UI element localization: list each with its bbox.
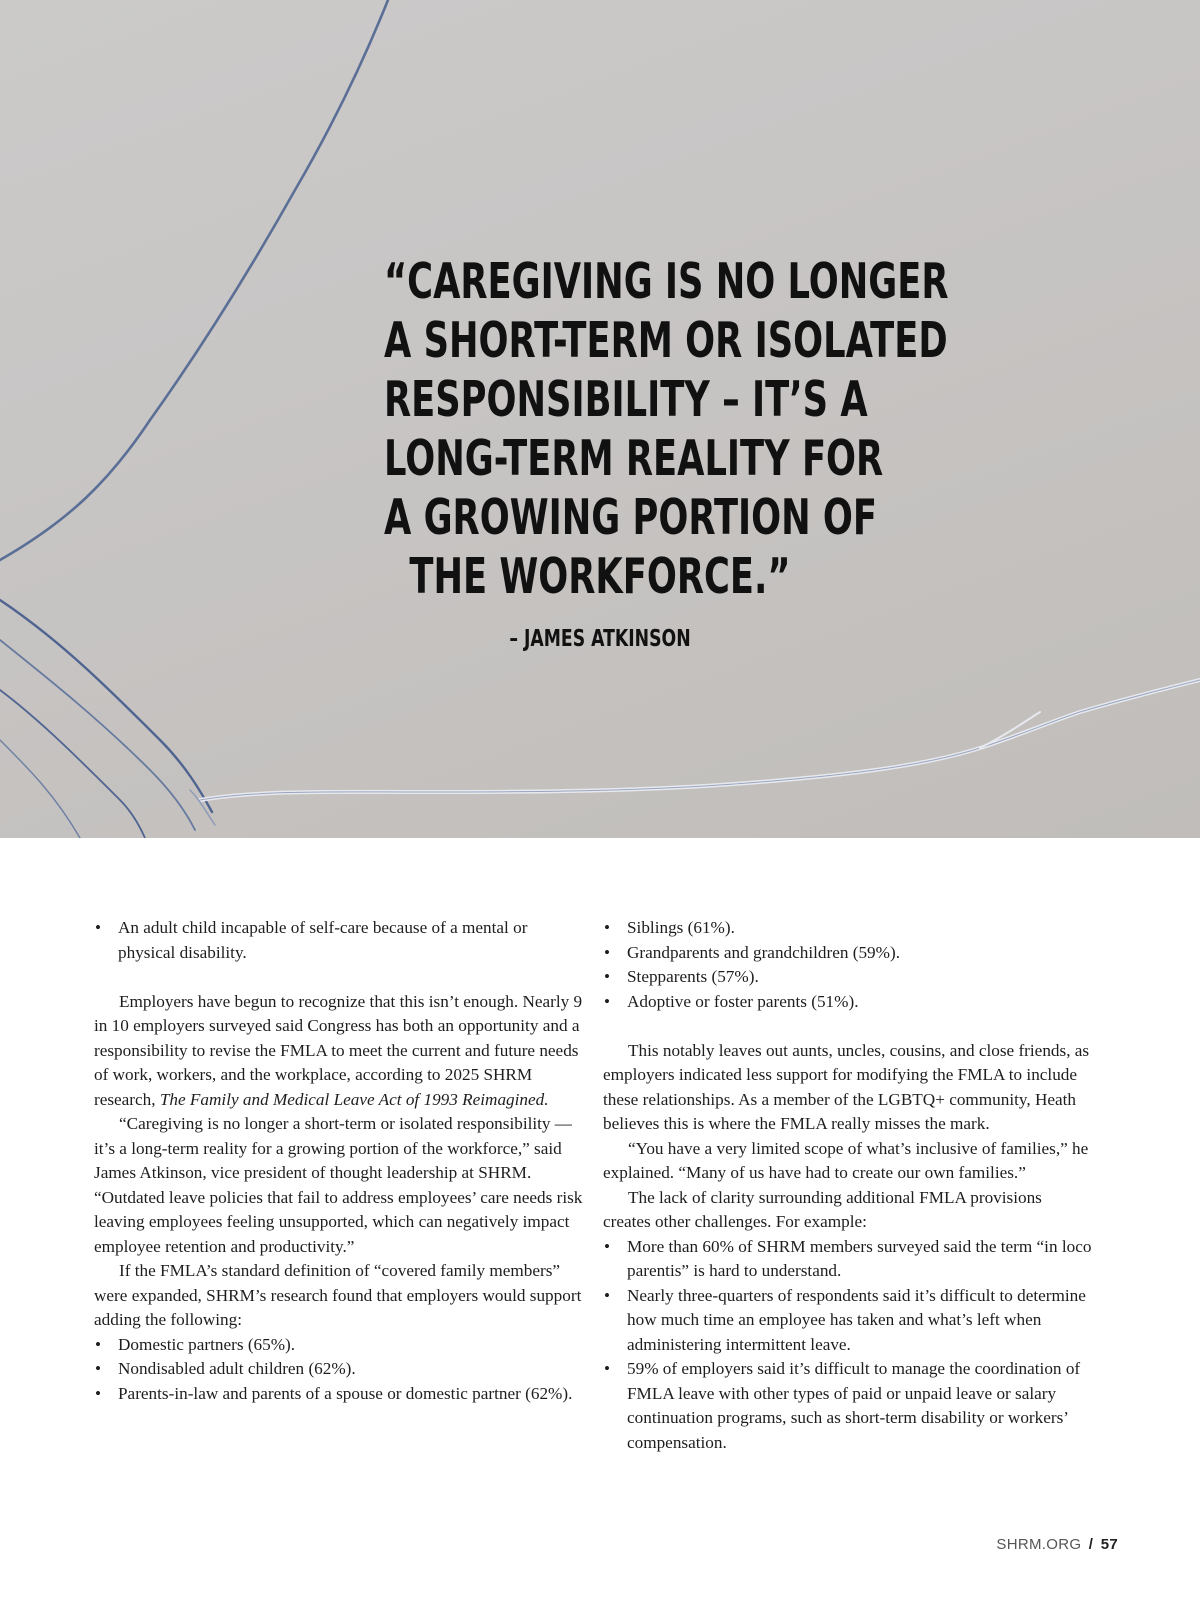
quote-attribution: – JAMES ATKINSON — [509, 626, 691, 652]
list-item: • More than 60% of SHRM members surveyed said the term “in loco parentis” is hard to understand. — [603, 1235, 1093, 1284]
bullet-list — [603, 1235, 1093, 1456]
bullet-list — [603, 916, 1093, 1014]
pull-quote — [300, 252, 949, 652]
list-item: • 59% of employers said it’s difficult to manage the coordination of FMLA leave with other types of paid or unpaid leave or salary continuation programs, such as short-term disability or workers’ compensation. — [603, 1357, 1093, 1455]
page-footer — [996, 1536, 1118, 1553]
list-item: • Nondisabled adult children (62%). — [94, 1357, 584, 1382]
list-item: • Parents-in-law and parents of a spouse or domestic partner (62%). — [94, 1382, 584, 1407]
body-paragraph: “Caregiving is no longer a short-term or isolated responsibility — it’s a long-term reality for a growing portion of the workforce,” said James Atkinson, vice president of thought leadership at SHRM. “Outdated leave policies that fail to address employees’ care needs risk leaving employees feeling unsupported, which can negatively impact employee retention and productivity.” — [94, 1114, 583, 1256]
list-item: • Stepparents (57%). — [603, 965, 1093, 990]
quote-line: RESPONSIBILITY – IT’S A — [384, 371, 868, 428]
quote-line: LONG-TERM REALITY FOR — [384, 430, 884, 487]
bullet-list — [94, 916, 584, 965]
list-item: • Siblings (61%). — [603, 916, 1093, 941]
left-column — [94, 916, 584, 1406]
bullet-list — [94, 1333, 584, 1407]
quote-line: “CAREGIVING IS NO LONGER — [384, 253, 949, 310]
list-item: • Adoptive or foster parents (51%). — [603, 990, 1093, 1015]
list-item: • An adult child incapable of self-care because of a mental or physical disability. — [94, 916, 584, 965]
paragraph-text: Employers have begun to recognize that this isn’t enough. Nearly 9 in 10 employers surveyed said Congress has both an opportunity and a responsibility to revise the FMLA to meet the current and future needs of work, workers, and the workplace, according to 2025 SHRM research, — [94, 991, 583, 1109]
list-item: • Domestic partners (65%). — [94, 1333, 584, 1358]
quote-line: A GROWING PORTION OF — [384, 489, 878, 546]
list-item: • Nearly three-quarters of respondents said it’s difficult to determine how much time an employee has taken and what’s left when administering intermittent leave. — [603, 1284, 1093, 1358]
body-paragraph: If the FMLA’s standard definition of “covered family members” were expanded, SHRM’s research found that employers would support adding the following: — [94, 1261, 582, 1329]
quote-line: THE WORKFORCE.” — [409, 548, 791, 605]
right-column — [603, 916, 1093, 1455]
report-title: The Family and Medical Leave Act of 1993 Reimagined. — [159, 1089, 549, 1109]
body-paragraph: “You have a very limited scope of what’s inclusive of families,” he explained. “Many of us have had to create our own families.” — [603, 1138, 1089, 1182]
body-paragraph — [94, 990, 584, 1113]
body-paragraph: The lack of clarity surrounding additional FMLA provisions creates other challenges. For example: — [603, 1187, 1042, 1231]
site-name: SHRM.ORG — [996, 1536, 1082, 1553]
page-number: 57 — [1100, 1536, 1118, 1553]
list-item: • Grandparents and grandchildren (59%). — [603, 941, 1093, 966]
quote-line: A SHORT-TERM OR ISOLATED — [384, 312, 948, 369]
body-paragraph: This notably leaves out aunts, uncles, cousins, and close friends, as employers indicated less support for modifying the FMLA to include these relationships. As a member of the LGBTQ+ community, Heath believes this is where the FMLA really misses the mark. — [603, 1040, 1090, 1133]
footer-separator: / — [1088, 1536, 1094, 1553]
